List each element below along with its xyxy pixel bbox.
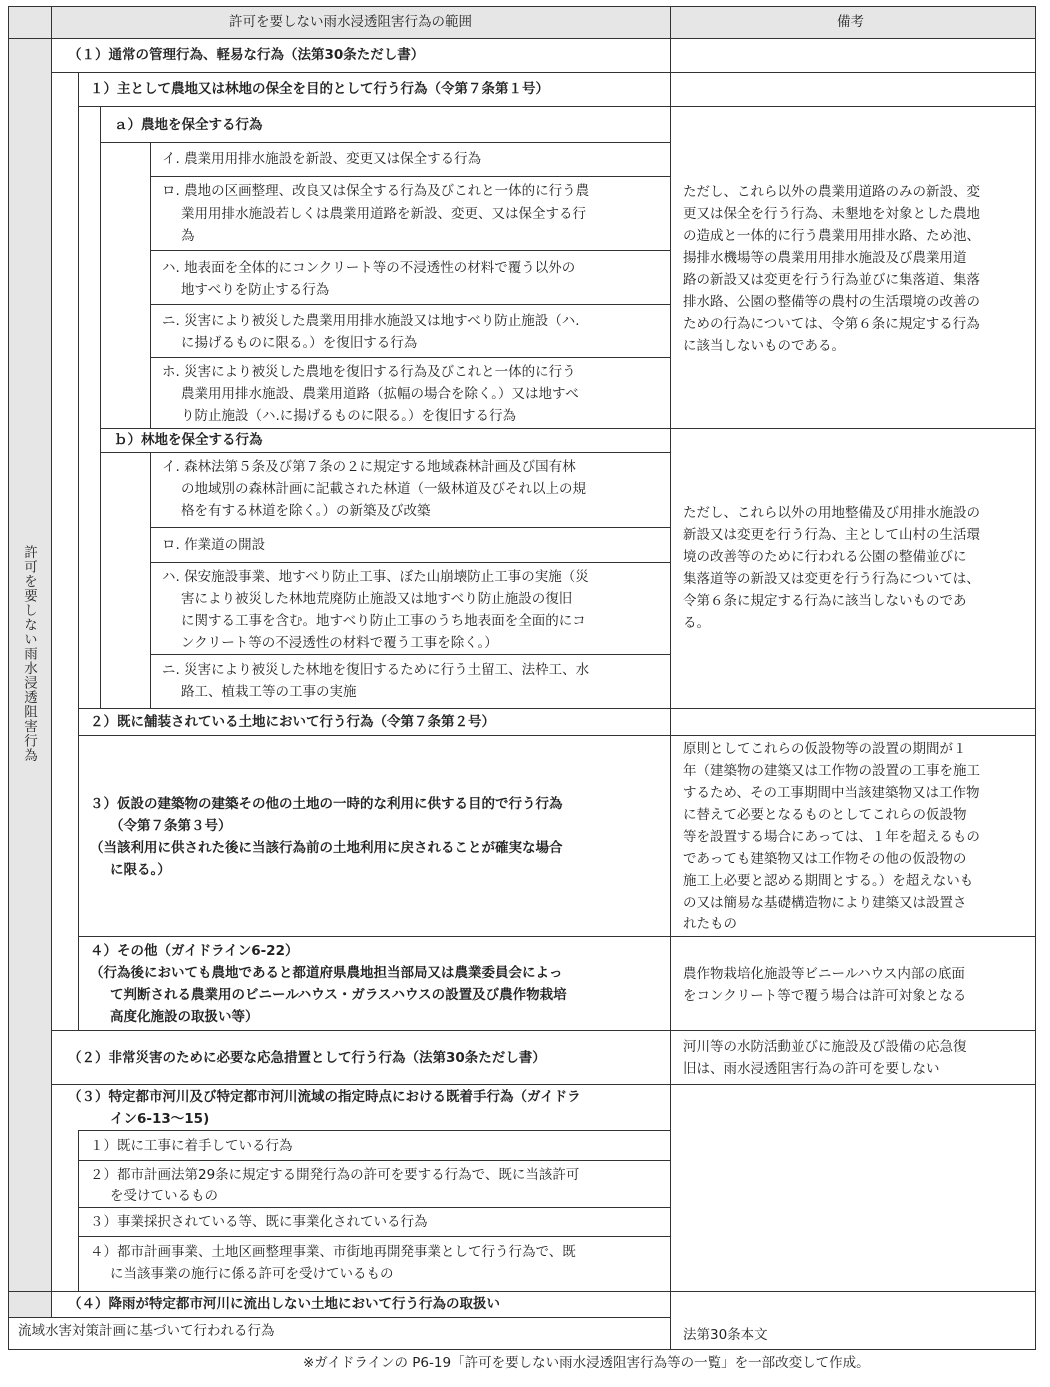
item1b-title: ｂ）林地を保全する行為: [114, 432, 263, 448]
section1-title: （１）通常の管理行為、軽易な行為（法第30条ただし書）: [68, 47, 425, 63]
header-remarks: 備考: [837, 14, 864, 30]
section4-title: （４）降雨が特定都市河川に流出しない土地において行う行為の取扱い: [68, 1296, 500, 1312]
item1a-title: ａ）農地を保全する行為: [114, 117, 263, 133]
side-label: 許可を要しない雨水浸透阻害行為: [21, 545, 37, 763]
header-scope: 許可を要しない雨水浸透阻害行為の範囲: [229, 14, 472, 30]
last-row-label: 流域水害対策計画に基づいて行われる行為: [18, 1323, 275, 1339]
section2-title: （２）非常災害のために必要な応急措置として行う行為（法第30条ただし書）: [68, 1050, 546, 1066]
last-row-remark: 法第30条本文: [683, 1327, 768, 1343]
item1-title: １）主として農地又は林地の保全を目的として行う行為（令第７条第１号）: [90, 81, 549, 97]
footnote: ※ガイドラインの P6-19「許可を要しない雨水浸透阻害行為等の一覧」を一部改変して作成。: [303, 1355, 870, 1371]
item2-title: ２）既に舗装されている土地において行う行為（令第７条第２号）: [90, 714, 495, 730]
